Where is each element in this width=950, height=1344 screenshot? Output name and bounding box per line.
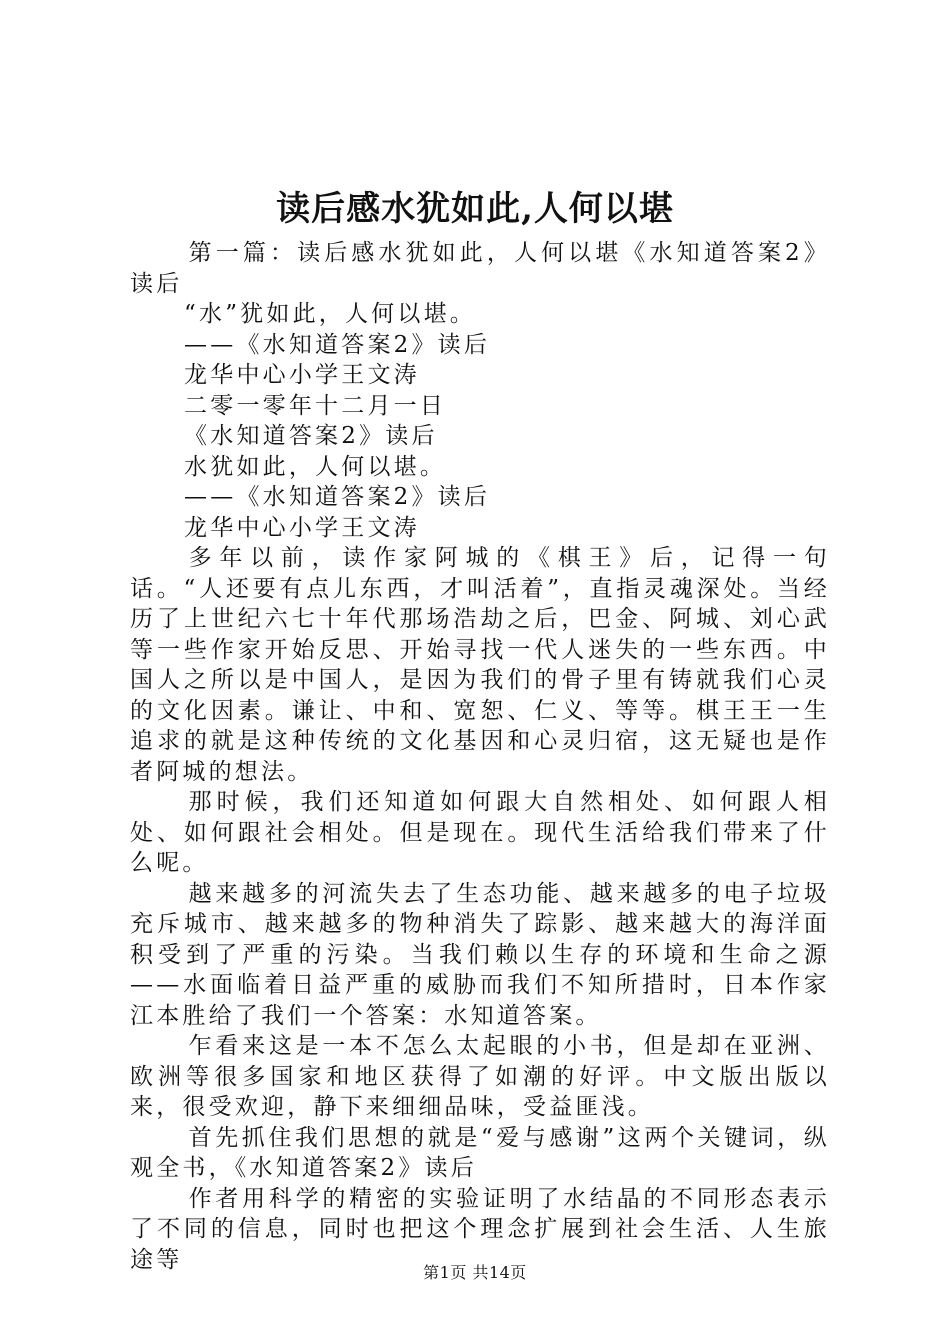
paragraph: 水犹如此，人何以堪。 — [184, 453, 447, 480]
paragraph: 那时候，我们还知道如何跟大自然相处、如何跟人相处、如何跟社会相处。但是现在。现代生活给我们带来了什么呢。 — [130, 789, 830, 876]
paragraph: 第一篇：读后感水犹如此，人何以堪《水知道答案2》读后 — [130, 240, 830, 297]
paragraph: ——《水知道答案2》读后 — [184, 484, 491, 510]
page-footer: 第1页 共14页 — [423, 1263, 527, 1282]
document-body — [130, 238, 830, 1275]
paragraph: ——《水知道答案2》读后 — [184, 331, 491, 358]
paragraph: 龙华中心小学王文涛 — [184, 514, 420, 541]
paragraph: 越来越多的河流失去了生态功能、越来越多的电子垃圾充斥城市、越来越多的物种消失了踪影、越来越大的海洋面积受到了严重的污染。当我们赖以生存的环境和生命之源——水面临着日益严重的威胁而我们不知所措时，日本作家江本胜给了我们一个答案：水知道答案。 — [130, 880, 830, 1029]
paragraph: “水”犹如此，人何以堪。 — [184, 301, 476, 327]
paragraph: 《水知道答案2》读后 — [184, 423, 438, 449]
paragraph: 龙华中心小学王文涛 — [184, 362, 420, 388]
paragraph: 乍看来这是一本不怎么太起眼的小书，但是却在亚洲、欧洲等很多国家和地区获得了如潮的好评。中文版出版以来，很受欢迎，静下来细细品味，受益匪浅。 — [130, 1033, 830, 1120]
paragraph: 二零一零年十二月一日 — [184, 392, 447, 419]
document-title: 读后感水犹如此,人何以堪 — [276, 189, 674, 229]
paragraph: 作者用科学的精密的实验证明了水结晶的不同形态表示了不同的信息，同时也把这个理念扩展到社会生活、人生旅途等 — [130, 1185, 830, 1273]
paragraph: 首先抓住我们思想的就是“爱与感谢”这两个关键词，纵观全书，《水知道答案2》读后 — [130, 1124, 830, 1181]
paragraph: 多年以前，读作家阿城的《棋王》后，记得一句话。“人还要有点儿东西，才叫活着”，直指灵魂深处。当经历了上世纪六七十年代那场浩劫之后，巴金、阿城、刘心武等一些作家开始反思、开始寻找一代人迷失的一些东西。中国人之所以是中国人，是因为我们的骨子里有铸就我们心灵的文化因素。谦让、中和、宽恕、仁义、等等。棋王王一生追求的就是这种传统的文化基因和心灵归宿，这无疑也是作者阿城的想法。 — [130, 545, 830, 785]
